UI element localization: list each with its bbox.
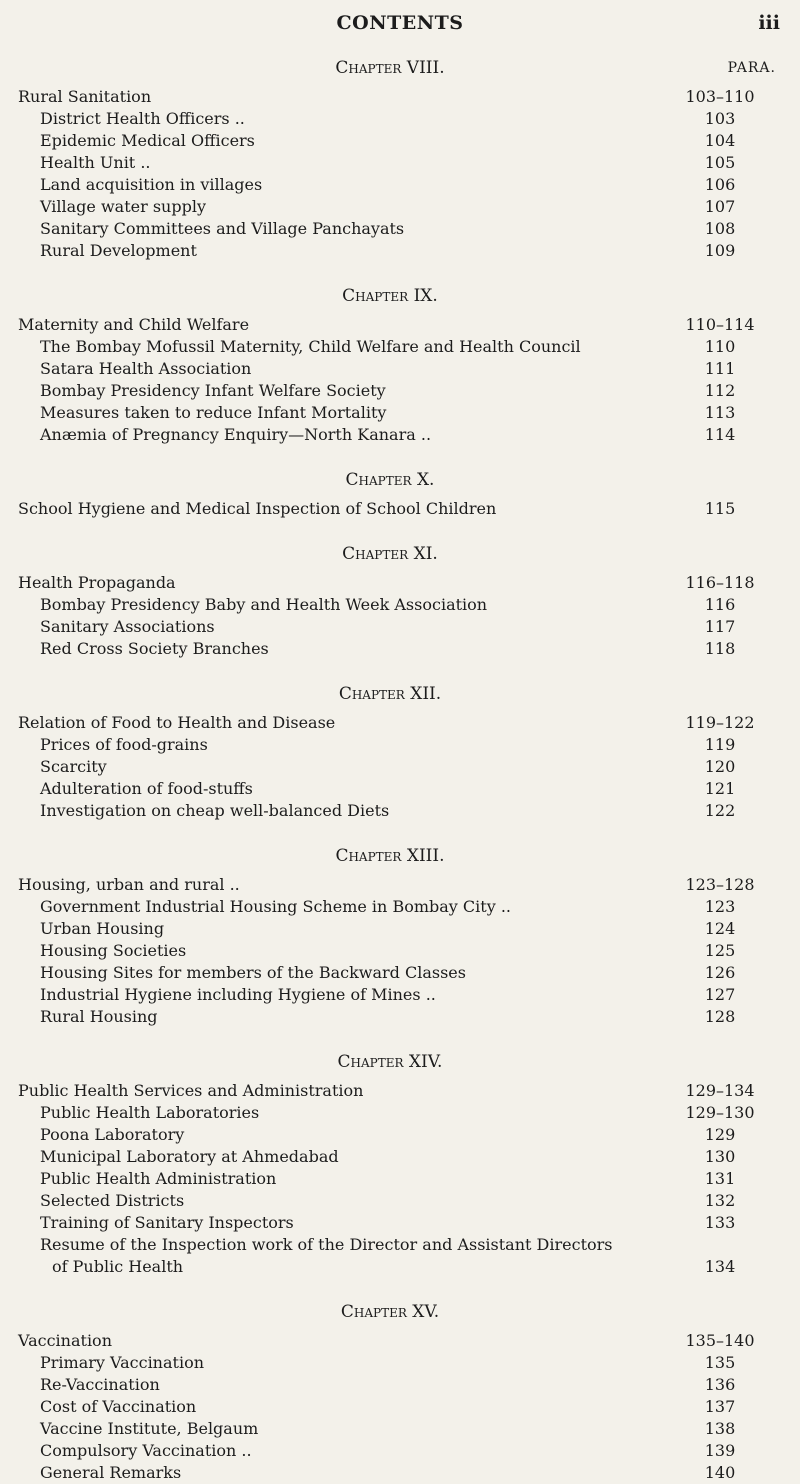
toc-entry-para: 132 [704, 1191, 736, 1210]
chapter-title: Chapter XII. [338, 684, 442, 704]
toc-entry [0, 1256, 800, 1278]
toc-entry [0, 196, 800, 218]
toc-entry-label: Compulsory Vaccination .. [40, 1441, 252, 1460]
page-title: CONTENTS [336, 12, 464, 34]
toc-entry-label: Anæmia of Pregnancy Enquiry—North Kanara .. [40, 425, 432, 444]
toc-entry-para: 127 [704, 985, 736, 1004]
toc-entry [0, 918, 800, 940]
toc-entry-label: of Public Health [52, 1257, 184, 1276]
toc-entry-label: Bombay Presidency Baby and Health Week Association [40, 595, 488, 614]
toc-entry-label: Housing Sites for members of the Backward Classes [40, 963, 466, 982]
chapter-heading [0, 1052, 800, 1080]
toc-entry [0, 358, 800, 380]
toc-entry-para: 129 [704, 1125, 736, 1144]
toc-entry-para: 137 [704, 1397, 736, 1416]
toc-entry-para: 119–122 [685, 713, 755, 732]
chapter-heading [0, 58, 800, 86]
toc-entry [0, 594, 800, 616]
toc-entry [0, 572, 800, 594]
toc-entry-para: 116 [704, 595, 736, 614]
toc-entry-para: 106 [704, 175, 736, 194]
toc-entry [0, 218, 800, 240]
toc-entry [0, 1418, 800, 1440]
toc-entry-label: Public Health Services and Administration [18, 1081, 364, 1100]
toc-entry-label: Housing Societies [40, 941, 187, 960]
chapter-section [0, 286, 800, 446]
toc-entry-para: 117 [704, 617, 736, 636]
chapter-section [0, 846, 800, 1028]
toc-entry-para: 118 [704, 639, 736, 658]
chapter-heading [0, 470, 800, 498]
toc-entry-para: 111 [704, 359, 736, 378]
toc-entry-para: 138 [704, 1419, 736, 1438]
toc-entry [0, 896, 800, 918]
toc-entry-label: Rural Sanitation [18, 87, 152, 106]
toc-entry [0, 800, 800, 822]
chapter-section [0, 1052, 800, 1278]
toc-entry-label: Poona Laboratory [40, 1125, 185, 1144]
toc-entry [0, 336, 800, 358]
toc-entry-label: Rural Development [40, 241, 197, 260]
toc-entry-label: The Bombay Mofussil Maternity, Child Welfare and Health Council [40, 337, 581, 356]
toc-entry-para: 139 [704, 1441, 736, 1460]
toc-entry-label: Red Cross Society Branches [40, 639, 269, 658]
page-header [0, 6, 800, 36]
toc-entry-label: Village water supply [40, 197, 206, 216]
toc-entry-para: 123 [704, 897, 736, 916]
toc-entry [0, 1234, 800, 1256]
toc-entry-para: 129–130 [685, 1103, 755, 1122]
toc-entry [0, 1006, 800, 1028]
toc-entry-para: 123–128 [685, 875, 755, 894]
toc-entry [0, 1124, 800, 1146]
toc-entry-label: Sanitary Associations [40, 617, 215, 636]
toc-entry-label: Cost of Vaccination [40, 1397, 197, 1416]
toc-entry-label: Housing, urban and rural .. [18, 875, 240, 894]
toc-entry-para: 122 [704, 801, 736, 820]
chapter-heading [0, 684, 800, 712]
toc-entry-label: Industrial Hygiene including Hygiene of Mines .. [40, 985, 436, 1004]
toc-entry-label: Vaccine Institute, Belgaum [40, 1419, 259, 1438]
toc-entry-label: Sanitary Committees and Village Panchayats [40, 219, 405, 238]
toc-entry-label: Government Industrial Housing Scheme in Bombay City .. [40, 897, 511, 916]
toc-entry [0, 616, 800, 638]
toc-entry-label: Prices of food-grains [40, 735, 208, 754]
toc-entry-para: 133 [704, 1213, 736, 1232]
toc-entry-label: Resume of the Inspection work of the Director and Assistant Directors [40, 1235, 613, 1254]
toc-entry-para: 115 [704, 499, 736, 518]
toc-entry [0, 380, 800, 402]
toc-entry [0, 1396, 800, 1418]
toc-entry-para: 128 [704, 1007, 736, 1026]
toc-entry-label: Bombay Presidency Infant Welfare Society [40, 381, 386, 400]
toc-entry-para: 113 [704, 403, 736, 422]
toc-entry-para: 120 [704, 757, 736, 776]
toc-entry-para: 104 [704, 131, 736, 150]
toc-entry-label: District Health Officers .. [40, 109, 245, 128]
toc-entry-label: Maternity and Child Welfare [18, 315, 250, 334]
toc-entry-para: 129–134 [685, 1081, 755, 1100]
toc-entry-label: School Hygiene and Medical Inspection of School Children [18, 499, 497, 518]
toc-entry [0, 734, 800, 756]
toc-entry [0, 1190, 800, 1212]
toc-entry [0, 940, 800, 962]
toc-entry [0, 962, 800, 984]
toc-entry-para: 130 [704, 1147, 736, 1166]
toc-entry-label: Municipal Laboratory at Ahmedabad [40, 1147, 339, 1166]
toc-entry-para: 135–140 [685, 1331, 755, 1350]
toc-entry-para: 114 [704, 425, 736, 444]
toc-entry-label: Health Propaganda [18, 573, 176, 592]
toc-entry-para: 119 [704, 735, 736, 754]
toc-entry [0, 984, 800, 1006]
chapter-heading [0, 286, 800, 314]
toc-entry [0, 874, 800, 896]
chapter-title: Chapter X. [345, 470, 435, 490]
toc-entry-para: 107 [704, 197, 736, 216]
toc-entry-label: Training of Sanitary Inspectors [40, 1213, 294, 1232]
toc-entry-label: Adulteration of food-stuffs [40, 779, 253, 798]
toc-entry-label: Epidemic Medical Officers [40, 131, 255, 150]
toc-entry-label: General Remarks [40, 1463, 182, 1482]
chapter-title: Chapter XI. [342, 544, 438, 564]
toc-entry-para: 116–118 [685, 573, 755, 592]
toc-entry [0, 130, 800, 152]
toc-entry-label: Public Health Laboratories [40, 1103, 260, 1122]
toc-entry-para: 131 [704, 1169, 736, 1188]
toc-entry [0, 498, 800, 520]
toc-entry [0, 1352, 800, 1374]
toc-entry-para: 110 [704, 337, 736, 356]
toc-entry [0, 1462, 800, 1484]
toc-entry-para: 103 [704, 109, 736, 128]
toc-entry-label: Scarcity [40, 757, 107, 776]
toc-entry-label: Re-Vaccination [40, 1375, 160, 1394]
chapter-title: Chapter XIII. [335, 846, 445, 866]
toc-entry-para: 140 [704, 1463, 736, 1482]
toc-entry-label: Measures taken to reduce Infant Mortality [40, 403, 387, 422]
toc-entry-label: Public Health Administration [40, 1169, 277, 1188]
toc-entry-label: Urban Housing [40, 919, 165, 938]
toc-entry [0, 1440, 800, 1462]
chapter-section [0, 58, 800, 262]
toc-entry [0, 402, 800, 424]
toc-entry-label: Satara Health Association [40, 359, 252, 378]
toc-entry-label: Investigation on cheap well-balanced Diets [40, 801, 390, 820]
chapter-section [0, 1302, 800, 1484]
chapter-title: Chapter VIII. [335, 58, 445, 78]
toc-entry-para: 105 [704, 153, 736, 172]
toc-entry [0, 1168, 800, 1190]
toc-entry [0, 152, 800, 174]
toc-entry-para: 103–110 [685, 87, 755, 106]
chapter-section [0, 684, 800, 822]
toc-entry [0, 1102, 800, 1124]
toc-entry-para: 125 [704, 941, 736, 960]
chapter-heading [0, 846, 800, 874]
toc-entry [0, 108, 800, 130]
toc-entry [0, 1374, 800, 1396]
toc-entry [0, 424, 800, 446]
toc-entry [0, 174, 800, 196]
toc-entry [0, 756, 800, 778]
toc-entry-para: 126 [704, 963, 736, 982]
toc-entry-para: 124 [704, 919, 736, 938]
toc-entry-label: Rural Housing [40, 1007, 158, 1026]
toc-entry-para: 108 [704, 219, 736, 238]
toc-entry-label: Health Unit .. [40, 153, 151, 172]
toc-entry-label: Primary Vaccination [40, 1353, 205, 1372]
toc-entry [0, 314, 800, 336]
toc-entry [0, 1212, 800, 1234]
toc-entry [0, 778, 800, 800]
toc-entry-para: 121 [704, 779, 736, 798]
toc-entry [0, 638, 800, 660]
chapter-heading [0, 1302, 800, 1330]
toc-entry-para: 136 [704, 1375, 736, 1394]
toc-entry [0, 712, 800, 734]
toc-entry [0, 1146, 800, 1168]
toc-entry-label: Vaccination [18, 1331, 112, 1350]
para-column-heading: PARA. [727, 60, 776, 76]
toc-entry [0, 1330, 800, 1352]
toc-entry-para: 112 [704, 381, 736, 400]
chapter-section [0, 544, 800, 660]
chapter-title: Chapter XV. [340, 1302, 440, 1322]
chapter-title: Chapter IX. [342, 286, 438, 306]
toc-entry [0, 1080, 800, 1102]
chapter-heading [0, 544, 800, 572]
toc-entry-para: 134 [704, 1257, 736, 1276]
toc-entry-para: 110–114 [685, 315, 755, 334]
table-of-contents [0, 58, 800, 1484]
toc-entry-para: 135 [704, 1353, 736, 1372]
page-number: iii [758, 12, 780, 34]
chapter-title: Chapter XIV. [337, 1052, 443, 1072]
toc-entry-para: 109 [704, 241, 736, 260]
toc-entry [0, 240, 800, 262]
toc-entry-label: Selected Districts [40, 1191, 185, 1210]
toc-entry [0, 86, 800, 108]
toc-entry-label: Relation of Food to Health and Disease [18, 713, 336, 732]
chapter-section [0, 470, 800, 520]
toc-entry-label: Land acquisition in villages [40, 175, 263, 194]
